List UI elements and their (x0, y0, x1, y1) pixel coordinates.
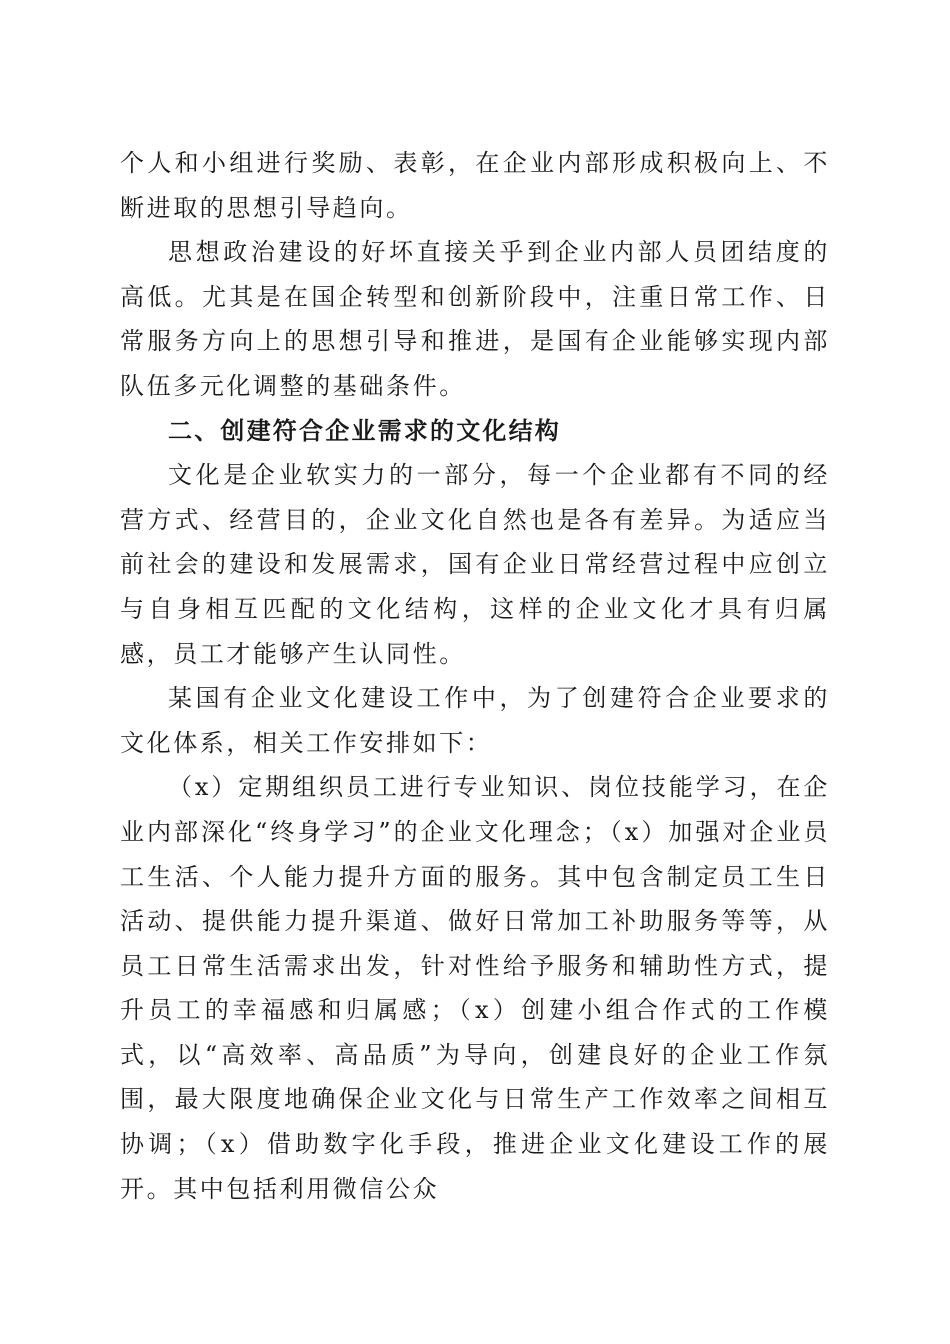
paragraph-ideological-building: 思想政治建设的好坏直接关乎到企业内部人员团结度的高低。尤其是在国企转型和创新阶段中，注重日常工作、日常服务方向上的思想引导和推进，是国有企业能够实现内部队伍多元化调整的基础条件。 (120, 238, 830, 400)
paragraph-work-arrangement: 某国有企业文化建设工作中，为了创建符合企业要求的文化体系，相关工作安排如下： (120, 684, 830, 757)
paragraph-culture-soft-power: 文化是企业软实力的一部分，每一个企业都有不同的经营方式、经营目的，企业文化自然也是各有差异。为适应当前社会的建设和发展需求，国有企业日常经营过程中应创立与自身相互匹配的文化结构，这样的企业文化才具有归属感，员工才能够产生认同性。 (120, 461, 830, 668)
paragraph-continued-reward: 个人和小组进行奖励、表彰，在企业内部形成积极向上、不断进取的思想引导趋向。 (120, 149, 830, 222)
document-body (120, 141, 830, 1211)
paragraph-measures-list: （x）定期组织员工进行专业知识、岗位技能学习，在企业内部深化“终身学习”的企业文化理念；（x）加强对企业员工生活、个人能力提升方面的服务。其中包含制定员工生日活动、提供能力提升渠道、做好日常加工补助服务等等，从员工日常生活需求出发，针对性给予服务和辅助性方式，提升员工的幸福感和归属感；（x）创建小组合作式的工作模式，以“高效率、高品质”为导向，创建良好的企业工作氛围，最大限度地确保企业文化与日常生产工作效率之间相互协调；（x）借助数字化手段，推进企业文化建设工作的展开。其中包括利用微信公众 (120, 773, 830, 1203)
section-heading-culture-structure: 二、创建符合企业需求的文化结构 (168, 416, 561, 445)
